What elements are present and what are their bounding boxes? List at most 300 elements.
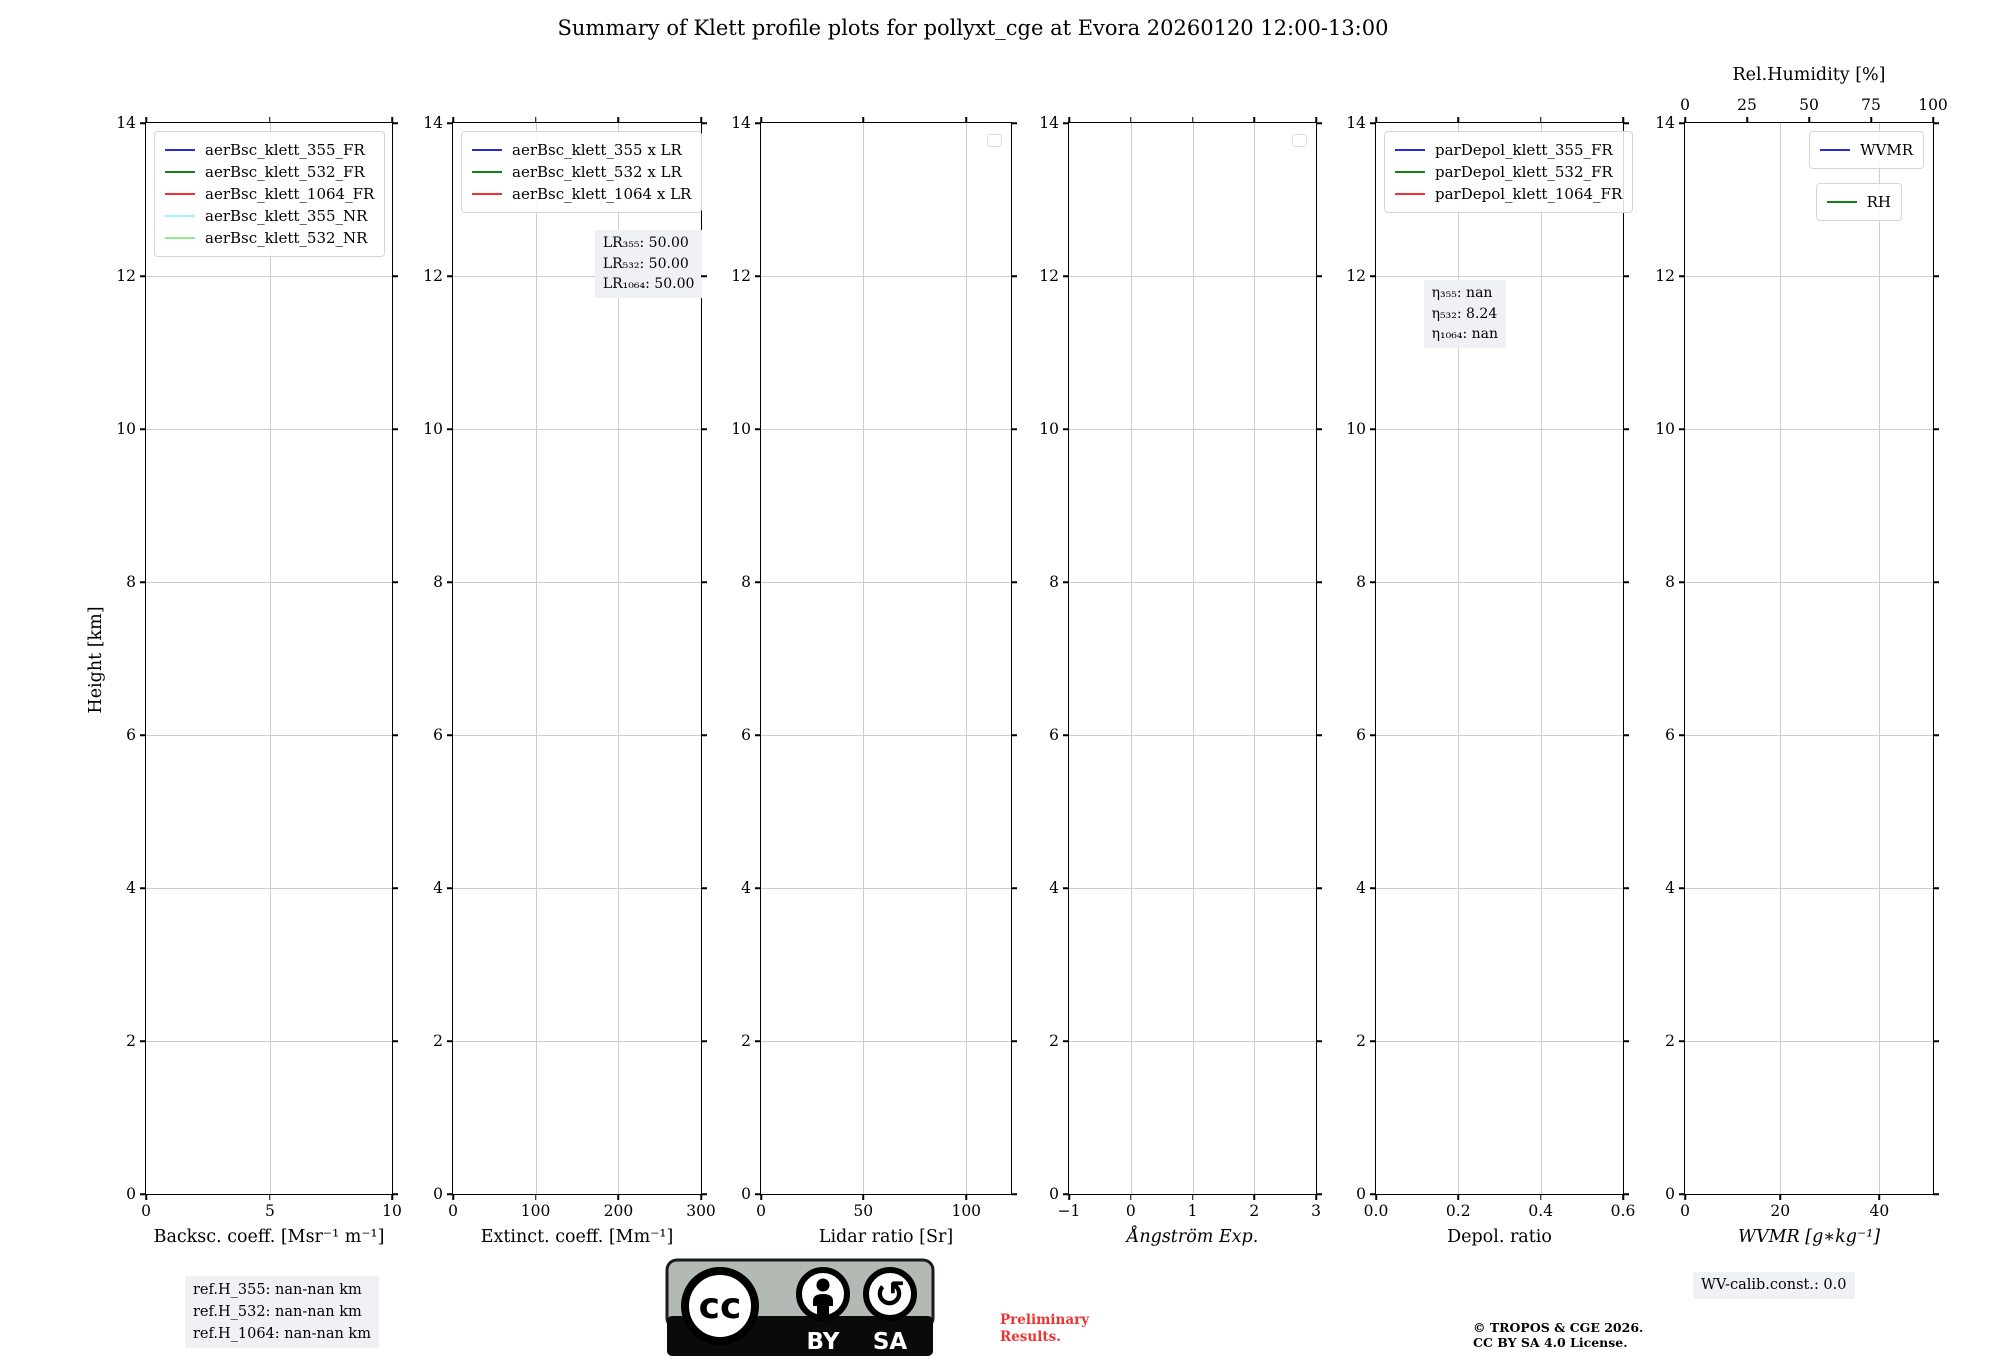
tick [447, 887, 453, 889]
tick [140, 275, 146, 277]
y-tick-label: 8 [126, 573, 136, 591]
legend-item [472, 183, 691, 205]
legend-line-sample [165, 237, 195, 239]
y-tick-label: 8 [433, 573, 443, 591]
tick [760, 117, 762, 123]
tick [755, 1040, 761, 1042]
tick [966, 1194, 968, 1200]
gridline [1685, 276, 1933, 277]
gridline [1376, 888, 1623, 889]
legend-line-sample [1820, 149, 1850, 151]
x-tick-label: 20 [1770, 1202, 1791, 1220]
ref-height-line: ref.H_1064: nan-nan km [193, 1326, 371, 1342]
tick [1063, 887, 1069, 889]
plot-angstrom [1039, 114, 1321, 1247]
tick [1254, 117, 1256, 123]
x-tick-label: 0.0 [1363, 1202, 1389, 1220]
tick [391, 117, 393, 123]
tick [447, 581, 453, 583]
legend-item [1395, 183, 1622, 205]
preliminary-line: Preliminary [1000, 1312, 1090, 1328]
y-tick-label: 4 [433, 879, 443, 897]
x-tick-label: 0 [141, 1202, 151, 1220]
annotation-box [595, 230, 703, 298]
y-tick-label: 8 [1356, 573, 1366, 591]
x-tick-label: 0.6 [1610, 1202, 1636, 1220]
tick [269, 1194, 271, 1200]
top-tick-label: 100 [1918, 96, 1948, 114]
y-tick-label: 2 [433, 1032, 443, 1050]
tick [392, 122, 398, 124]
ref-height-line: ref.H_532: nan-nan km [193, 1304, 362, 1320]
legend-line-sample [472, 171, 502, 173]
tick [755, 428, 761, 430]
tick [392, 734, 398, 736]
gridline [761, 1041, 1011, 1042]
by-person-icon [799, 1270, 847, 1318]
y-tick-label: 12 [1655, 267, 1675, 285]
y-tick-label: 12 [116, 267, 136, 285]
annotation-line: LR₃₅₅: 50.00 [602, 235, 689, 252]
tick [392, 887, 398, 889]
legend [1816, 183, 1902, 221]
gridline [1376, 582, 1623, 583]
xlabel-depol: Depol. ratio [1447, 1227, 1552, 1247]
legend-item [1395, 161, 1622, 183]
preliminary-line: Results. [1000, 1329, 1061, 1345]
tick [452, 117, 454, 123]
y-tick-label: 0 [1049, 1185, 1059, 1203]
y-tick-label: 10 [1039, 420, 1059, 438]
tick [755, 581, 761, 583]
legend-line-sample [165, 171, 195, 173]
tick [1011, 275, 1017, 277]
tick [391, 1194, 393, 1200]
tick [1011, 428, 1017, 430]
legend-item [165, 139, 374, 161]
legend-label: aerBsc_klett_1064_FR [205, 185, 375, 203]
legend-label: aerBsc_klett_1064 x LR [512, 185, 692, 203]
tick [1933, 122, 1939, 124]
cc-by-sa-badge [665, 1258, 935, 1358]
y-tick-label: 10 [1655, 420, 1675, 438]
y-tick-label: 14 [116, 114, 136, 132]
gridline [1541, 123, 1542, 1194]
gridline [863, 123, 864, 1194]
y-tick-label: 4 [126, 879, 136, 897]
tick [145, 117, 147, 123]
annotation-box [1424, 280, 1506, 348]
gridline [1131, 123, 1132, 1194]
tick [1540, 1194, 1542, 1200]
plot-lidar-ratio [731, 114, 1012, 1247]
y-tick-label: 10 [1346, 420, 1366, 438]
gridline [761, 888, 1011, 889]
x-tick-label: 5 [265, 1202, 275, 1220]
tick [1540, 117, 1542, 123]
tick [700, 117, 702, 123]
tick [447, 275, 453, 277]
tick [1011, 1193, 1017, 1195]
y-tick-label: 0 [741, 1185, 751, 1203]
tick [1370, 887, 1376, 889]
gridline [761, 582, 1011, 583]
tick [447, 1040, 453, 1042]
legend-line-sample [1395, 193, 1425, 195]
tick [1679, 1040, 1685, 1042]
copyright-line: CC BY SA 4.0 License. [1473, 1335, 1628, 1350]
legend [987, 134, 1002, 147]
y-tick-label: 8 [741, 573, 751, 591]
tick [1679, 581, 1685, 583]
gridline [1685, 888, 1933, 889]
tick [1316, 734, 1322, 736]
tick [447, 428, 453, 430]
gridline [1376, 1041, 1623, 1042]
y-tick-label: 0 [1356, 1185, 1366, 1203]
y-tick-label: 6 [1356, 726, 1366, 744]
gridline [1685, 1041, 1933, 1042]
tick [700, 1194, 702, 1200]
x-tick-label: 0 [1125, 1202, 1136, 1220]
tick [1623, 275, 1629, 277]
y-tick-label: 12 [423, 267, 443, 285]
tick [1063, 1040, 1069, 1042]
tick [1679, 428, 1685, 430]
tick [1746, 117, 1748, 123]
legend [154, 131, 385, 257]
gridline [761, 735, 1011, 736]
y-tick-label: 0 [126, 1185, 136, 1203]
tick [1011, 734, 1017, 736]
tick [392, 275, 398, 277]
tick [1011, 122, 1017, 124]
annotation-line: η₁₀₆₄: nan [1431, 326, 1499, 343]
x-tick-label: 0 [448, 1202, 458, 1220]
gridline [1376, 735, 1623, 736]
annotation-line: LR₁₀₆₄: 50.00 [602, 276, 695, 293]
legend-line-sample [165, 149, 195, 151]
gridline [453, 735, 701, 736]
tick [1063, 734, 1069, 736]
tick [1370, 275, 1376, 277]
tick [1316, 1193, 1322, 1195]
xlabel-backsc: Backsc. coeff. [Msr⁻¹ m⁻¹] [153, 1227, 385, 1247]
gridline [1376, 276, 1623, 277]
gridline [1193, 123, 1194, 1194]
preliminary-results-note [1000, 1312, 1089, 1346]
tick [1130, 117, 1132, 123]
plot-depol [1346, 114, 1636, 1247]
tick [1458, 1194, 1460, 1200]
y-tick-label: 14 [731, 114, 751, 132]
tick [1933, 1193, 1939, 1195]
tick [1316, 887, 1322, 889]
gridline [1879, 123, 1880, 1194]
tick [1623, 1193, 1629, 1195]
legend-label: WVMR [1860, 141, 1913, 159]
tick [1879, 1194, 1881, 1200]
legend-item [165, 227, 374, 249]
tick [1011, 581, 1017, 583]
tick [1933, 734, 1939, 736]
tick [1315, 117, 1317, 123]
tick [1932, 117, 1934, 123]
copyright-note [1473, 1320, 1643, 1350]
annotation-line: LR₅₃₂: 50.00 [602, 255, 689, 272]
tick [1063, 275, 1069, 277]
y-tick-label: 10 [423, 420, 443, 438]
x-tick-label: 3 [1311, 1202, 1321, 1220]
tick [618, 117, 620, 123]
gridline [536, 123, 537, 1194]
tick [1370, 1040, 1376, 1042]
tick [701, 275, 707, 277]
tick [701, 1193, 707, 1195]
tick [1623, 122, 1629, 124]
legend-line-sample [1827, 201, 1857, 203]
x-tick-label: 0.2 [1445, 1202, 1471, 1220]
x-tick-label: 100 [951, 1202, 982, 1220]
legend-label: aerBsc_klett_532_FR [205, 163, 365, 181]
tick [1622, 117, 1624, 123]
tick [140, 428, 146, 430]
tick [1370, 428, 1376, 430]
tick [535, 117, 537, 123]
gridline [1685, 582, 1933, 583]
legend-label: aerBsc_klett_532_NR [205, 229, 368, 247]
xlabel-lidar-ratio: Lidar ratio [Sr] [818, 1227, 954, 1247]
tick [1679, 887, 1685, 889]
x-tick-label: 0.4 [1528, 1202, 1554, 1220]
plot-wvmr [1655, 65, 1948, 1247]
figure-title: Summary of Klett profile plots for pollyxt_cge at Evora 20260120 12:00-13:00 [557, 16, 1389, 40]
tick [1623, 1040, 1629, 1042]
y-tick-label: 14 [1346, 114, 1366, 132]
tick [755, 734, 761, 736]
tick [1933, 581, 1939, 583]
tick [1933, 428, 1939, 430]
tick [452, 1194, 454, 1200]
x-tick-label: 2 [1249, 1202, 1260, 1220]
gridline [453, 582, 701, 583]
tick [618, 1194, 620, 1200]
tick [1375, 1194, 1377, 1200]
tick [447, 734, 453, 736]
y-tick-label: 8 [1049, 573, 1059, 591]
top-tick-label: 50 [1799, 96, 1819, 114]
x-tick-label: 10 [382, 1202, 402, 1220]
tick [1779, 1194, 1781, 1200]
legend-item [1827, 191, 1891, 213]
legend-line-sample [1395, 171, 1425, 173]
y-tick-label: 4 [1049, 879, 1059, 897]
x-tick-label: 0 [756, 1202, 766, 1220]
legend [461, 131, 702, 213]
tick [863, 1194, 865, 1200]
y-tick-label: 2 [1356, 1032, 1366, 1050]
tick [392, 428, 398, 430]
legend-item [165, 205, 374, 227]
legend-label: RH [1866, 193, 1891, 211]
y-tick-label: 4 [1665, 879, 1675, 897]
tick [1254, 1194, 1256, 1200]
tick [140, 887, 146, 889]
x-tick-label: −1 [1057, 1202, 1081, 1220]
tick [1370, 734, 1376, 736]
legend-line-sample [165, 193, 195, 195]
y-tick-label: 4 [1356, 879, 1366, 897]
y-tick-label: 8 [1665, 573, 1675, 591]
tick [1192, 117, 1194, 123]
tick [1192, 1194, 1194, 1200]
x-tick-label: 200 [603, 1202, 634, 1220]
tick [863, 117, 865, 123]
legend-label: aerBsc_klett_355 x LR [512, 141, 682, 159]
legend-item [165, 161, 374, 183]
tick [701, 734, 707, 736]
xlabel-wvmr: WVMR [g∗kg⁻¹] [1737, 1227, 1881, 1247]
legend-item [472, 161, 691, 183]
tick [1933, 887, 1939, 889]
tick [1933, 1040, 1939, 1042]
x-tick-label: 50 [853, 1202, 874, 1220]
tick [145, 1194, 147, 1200]
y-tick-label: 2 [741, 1032, 751, 1050]
badge-sa-label: SA [872, 1329, 908, 1355]
tick [760, 1194, 762, 1200]
y-tick-label: 14 [423, 114, 443, 132]
cc-icon [685, 1271, 755, 1341]
top-axis-label: Rel.Humidity [%] [1732, 65, 1886, 85]
tick [1623, 887, 1629, 889]
tick [1679, 734, 1685, 736]
tick [1316, 581, 1322, 583]
gridline [966, 123, 967, 1194]
gridline [1254, 123, 1255, 1194]
top-tick-label: 0 [1680, 96, 1690, 114]
tick [140, 1040, 146, 1042]
sa-arrow-icon [866, 1270, 914, 1318]
legend-line-sample [472, 193, 502, 195]
y-tick-label: 6 [126, 726, 136, 744]
tick [1063, 581, 1069, 583]
x-tick-label: 40 [1869, 1202, 1890, 1220]
tick [1623, 734, 1629, 736]
legend-item [472, 139, 691, 161]
tick [1933, 275, 1939, 277]
legend-label: aerBsc_klett_532 x LR [512, 163, 682, 181]
y-tick-label: 2 [126, 1032, 136, 1050]
xlabel-angstrom: Ångström Exp. [1126, 1227, 1259, 1247]
y-tick-label: 6 [433, 726, 443, 744]
y-tick-label: 12 [731, 267, 751, 285]
plot-backsc [116, 114, 402, 1247]
legend-label: parDepol_klett_355_FR [1435, 141, 1613, 159]
legend-item [1820, 139, 1913, 161]
tick [535, 1194, 537, 1200]
legend [1384, 131, 1633, 213]
y-tick-label: 6 [1049, 726, 1059, 744]
tick [701, 122, 707, 124]
legend-label: aerBsc_klett_355_NR [205, 207, 368, 225]
y-tick-label: 2 [1049, 1032, 1059, 1050]
y-axis-label: Height [km] [86, 606, 106, 714]
tick [1068, 117, 1070, 123]
tick [1370, 581, 1376, 583]
y-tick-label: 12 [1346, 267, 1366, 285]
tick [1623, 428, 1629, 430]
legend-item [165, 183, 374, 205]
tick [392, 1040, 398, 1042]
legend-line-sample [165, 215, 195, 217]
tick [1622, 1194, 1624, 1200]
legend-line-sample [472, 149, 502, 151]
svg-text:cc: cc [698, 1286, 742, 1327]
x-tick-label: 100 [520, 1202, 551, 1220]
x-tick-label: 1 [1187, 1202, 1198, 1220]
y-tick-label: 6 [741, 726, 751, 744]
tick [1316, 1040, 1322, 1042]
tick [701, 581, 707, 583]
gridline [453, 429, 701, 430]
tick [755, 275, 761, 277]
gridline [1376, 429, 1623, 430]
tick [1011, 1040, 1017, 1042]
tick [392, 1193, 398, 1195]
tick [701, 428, 707, 430]
ref-height-line: ref.H_355: nan-nan km [193, 1282, 362, 1298]
svg-text:↺: ↺ [874, 1273, 906, 1316]
y-tick-label: 10 [731, 420, 751, 438]
tick [1808, 117, 1810, 123]
tick [1063, 428, 1069, 430]
y-tick-label: 14 [1039, 114, 1059, 132]
tick [1458, 117, 1460, 123]
badge-by-label: BY [806, 1329, 840, 1355]
y-tick-label: 14 [1655, 114, 1675, 132]
plot-extinct [423, 114, 716, 1247]
tick [1315, 1194, 1317, 1200]
tick [140, 581, 146, 583]
legend [1292, 134, 1307, 147]
gridline [270, 123, 271, 1194]
y-tick-label: 6 [1665, 726, 1675, 744]
tick [1679, 275, 1685, 277]
gridline [761, 276, 1011, 277]
tick [1130, 1194, 1132, 1200]
x-tick-label: 0 [1680, 1202, 1690, 1220]
tick [755, 887, 761, 889]
tick [1011, 887, 1017, 889]
annotation-line: η₅₃₂: 8.24 [1431, 305, 1498, 322]
annotation-line: η₃₅₅: nan [1431, 285, 1493, 302]
legend-label: parDepol_klett_1064_FR [1435, 185, 1623, 203]
tick [1316, 428, 1322, 430]
y-tick-label: 0 [433, 1185, 443, 1203]
gridline [1780, 123, 1781, 1194]
legend [1809, 131, 1924, 169]
gridline [761, 429, 1011, 430]
wv-calib-annotation: WV-calib.const.: 0.0 [1693, 1272, 1855, 1299]
tick [701, 1040, 707, 1042]
y-tick-label: 4 [741, 879, 751, 897]
tick [1316, 275, 1322, 277]
tick [701, 887, 707, 889]
tick [269, 117, 271, 123]
tick [1684, 1194, 1686, 1200]
tick [1068, 1194, 1070, 1200]
